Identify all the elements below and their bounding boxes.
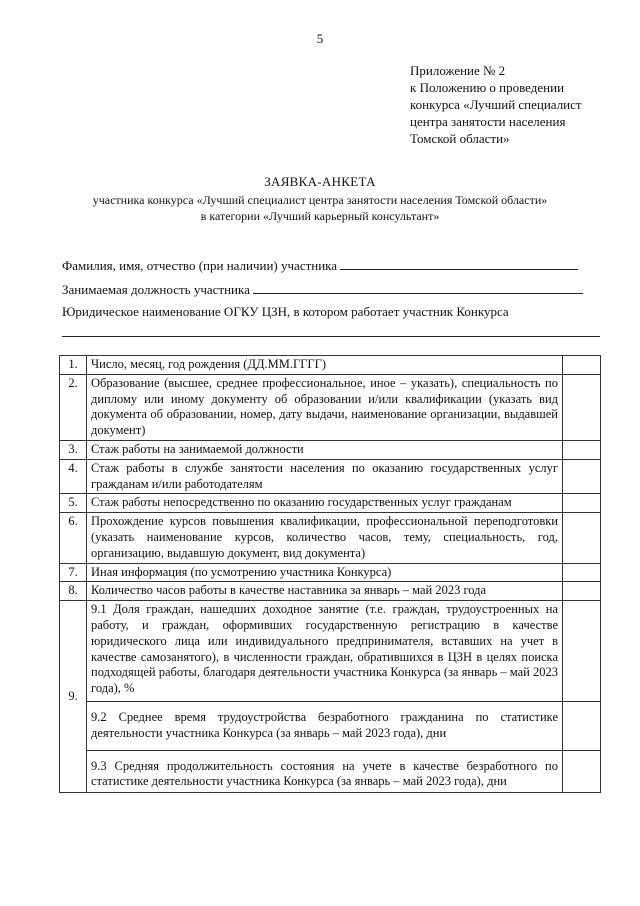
row-text: Число, месяц, год рождения (ДД.ММ.ГГГГ) — [87, 356, 563, 375]
row-value-cell — [563, 750, 601, 793]
row-value-cell — [563, 701, 601, 750]
row-subtext: 9.2 Среднее время трудоустройства безработного гражданина по статистике деятельности участника Конкурса (за январь – май 2023 года), дни — [87, 701, 563, 750]
row-text: Иная информация (по усмотрению участника Конкурса) — [87, 563, 563, 582]
row-subtext: 9.3 Средняя продолжительность состояния на учете в качестве безработного по статистике деятельности участника Конкурса (за январь – май 2023 года), дни — [87, 750, 563, 793]
table-row — [60, 459, 601, 494]
position-blank-line — [253, 282, 583, 294]
table-body — [60, 356, 601, 793]
row-text: Количество часов работы в качестве наставника за январь – май 2023 года — [87, 582, 563, 601]
row-number: 9. — [60, 601, 87, 793]
table-row — [60, 582, 601, 601]
table-row — [60, 563, 601, 582]
questionnaire-table — [59, 355, 601, 793]
table-row — [60, 601, 601, 702]
org-field — [62, 304, 509, 320]
row-subtext: 9.1 Доля граждан, нашедших доходное занятие (т.е. граждан, трудоустроенных на работу, и граждан, оформивших государственную регистрацию в качестве юридического лица или индивидуального предпринимателя, вставших на учет в качестве самозанятого), в численности граждан, обратившихся в ЦЗН в целях поиска подходящей работы, благодаря деятельности участника Конкурса (за январь – май 2023 года), % — [87, 601, 563, 702]
subtitle-line: в категории «Лучший карьерный консультант» — [200, 209, 440, 223]
row-number: 5. — [60, 494, 87, 513]
table-row — [60, 701, 601, 750]
row-text: Прохождение курсов повышения квалификации, профессиональной переподготовки (указать наименование курсов, количество часов, тему, специальность, год, организацию, выдавшую документ, вид документа) — [87, 513, 563, 563]
table-row — [60, 356, 601, 375]
table-row — [60, 374, 601, 440]
fio-field — [62, 258, 578, 274]
org-blank-line — [62, 336, 600, 337]
row-number: 3. — [60, 440, 87, 459]
page-number: 5 — [316, 31, 324, 46]
subtitle-line: участника конкурса «Лучший специалист центра занятости населения Томской области» — [92, 193, 548, 207]
row-number: 8. — [60, 582, 87, 601]
row-value-cell — [563, 601, 601, 702]
row-number: 4. — [60, 459, 87, 494]
appendix-note — [410, 62, 582, 147]
row-value-cell — [563, 563, 601, 582]
row-number: 1. — [60, 356, 87, 375]
row-value-cell — [563, 356, 601, 375]
row-text: Стаж работы непосредственно по оказанию государственных услуг гражданам — [87, 494, 563, 513]
row-value-cell — [563, 582, 601, 601]
row-value-cell — [563, 494, 601, 513]
position-field — [62, 282, 583, 298]
form-title: ЗАЯВКА-АНКЕТА — [264, 174, 376, 189]
row-number: 7. — [60, 563, 87, 582]
appendix-line: к Положению о проведении — [410, 80, 565, 95]
appendix-line: конкурса «Лучший специалист — [410, 97, 582, 112]
row-number: 2. — [60, 374, 87, 440]
row-number: 6. — [60, 513, 87, 563]
fio-label: Фамилия, имя, отчество (при наличии) участника — [62, 258, 338, 273]
appendix-line: центра занятости населения — [410, 114, 566, 129]
row-value-cell — [563, 513, 601, 563]
row-text: Стаж работы на занимаемой должности — [87, 440, 563, 459]
table-row — [60, 513, 601, 563]
row-value-cell — [563, 440, 601, 459]
appendix-line: Приложение № 2 — [410, 63, 506, 78]
position-label: Занимаемая должность участника — [62, 282, 250, 297]
form-subtitle — [0, 192, 640, 224]
table-row — [60, 440, 601, 459]
table-row — [60, 750, 601, 793]
row-text: Стаж работы в службе занятости населения по оказанию государственных услуг гражданам и/или работодателям — [87, 459, 563, 494]
appendix-line: Томской области» — [410, 131, 510, 146]
row-value-cell — [563, 459, 601, 494]
row-text: Образование (высшее, среднее профессиональное, иное – указать), специальность по диплому или иному документу об образовании и/или квалификации (указать вид документа об образовании, номер, дату выдачи, наименование организации, выдавшей документ) — [87, 374, 563, 440]
row-value-cell — [563, 374, 601, 440]
fio-blank-line — [340, 258, 578, 270]
org-label: Юридическое наименование ОГКУ ЦЗН, в котором работает участник Конкурса — [62, 304, 509, 319]
table-row — [60, 494, 601, 513]
